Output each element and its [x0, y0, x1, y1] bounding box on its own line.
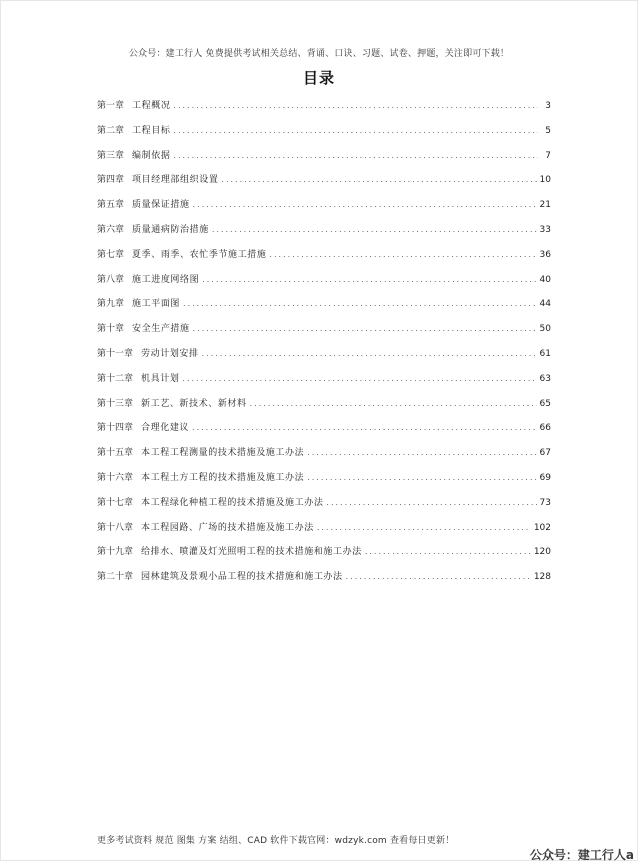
dot-leader [173, 98, 538, 114]
toc-chapter-label: 第四章 [97, 175, 125, 186]
toc-chapter-name: 质量保证措施 [132, 200, 190, 211]
toc-page-number: 36 [539, 249, 551, 260]
toc-entry[interactable] [97, 272, 551, 297]
toc-chapter-label: 第一章 [97, 101, 125, 111]
toc-page-number: 50 [539, 324, 551, 335]
toc-entry[interactable] [97, 520, 551, 545]
dot-leader [365, 544, 531, 560]
toc-chapter-name: 施工进度网络图 [132, 274, 200, 285]
toc-chapter-name: 合理化建议 [141, 423, 190, 434]
toc-page-number: 69 [539, 472, 551, 483]
dot-leader [202, 272, 536, 288]
toc-entry[interactable] [97, 544, 551, 569]
toc-chapter-label: 第五章 [97, 200, 125, 211]
toc-chapter-name: 本工程绿化种植工程的技术措施及施工办法 [141, 497, 324, 508]
toc-entry[interactable] [97, 296, 551, 321]
toc-entry[interactable] [97, 371, 551, 396]
dot-leader [346, 569, 531, 585]
toc-chapter-name: 本工程工程测量的技术措施及施工办法 [141, 448, 305, 459]
dot-leader [221, 172, 536, 188]
toc-chapter-name: 夏季、雨季、农忙季节施工措施 [132, 249, 267, 260]
toc-entry[interactable] [97, 98, 551, 123]
dot-leader [182, 371, 536, 387]
toc-chapter-label: 第十三章 [97, 398, 134, 409]
toc-chapter-label: 第十六章 [97, 472, 134, 483]
toc-page-number: 61 [539, 348, 551, 359]
toc-page-number: 66 [539, 423, 551, 434]
toc-chapter-name: 项目经理部组织设置 [132, 175, 219, 186]
toc-entry[interactable] [97, 321, 551, 346]
toc-chapter-name: 工程目标 [132, 125, 171, 136]
toc-chapter-name: 机具计划 [141, 373, 180, 384]
toc-chapter-label: 第十九章 [97, 547, 134, 558]
toc-page-number: 67 [539, 448, 551, 459]
dot-leader [326, 495, 536, 511]
toc-chapter-label: 第二十章 [97, 572, 134, 583]
dot-leader [269, 247, 536, 263]
toc-entry[interactable] [97, 445, 551, 470]
header-note: 公众号：建工行人 免费提供考试相关总结、背诵、口诀、习题、试卷、押题，关注即可下载！ [128, 49, 510, 59]
toc-page-number: 128 [533, 572, 551, 583]
dot-leader [192, 420, 537, 436]
toc-chapter-name: 园林建筑及景观小品工程的技术措施和施工办法 [141, 572, 343, 583]
toc-entry[interactable] [97, 123, 551, 148]
dot-leader [212, 222, 537, 238]
toc-chapter-label: 第七章 [97, 249, 125, 260]
toc-page-number: 44 [539, 299, 551, 310]
toc-entry[interactable] [97, 197, 551, 222]
toc-page-number: 5 [545, 125, 551, 136]
dot-leader [173, 123, 538, 139]
dot-leader [193, 321, 537, 337]
toc-chapter-label: 第十一章 [97, 348, 134, 359]
toc-entry[interactable] [97, 148, 551, 173]
table-of-contents [97, 98, 551, 594]
toc-entry[interactable] [97, 470, 551, 495]
toc-chapter-label: 第十章 [97, 324, 125, 335]
toc-page-number: 73 [539, 497, 551, 508]
toc-chapter-label: 第十五章 [97, 448, 134, 459]
toc-entry[interactable] [97, 346, 551, 371]
toc-page-number: 33 [539, 224, 551, 235]
toc-chapter-name: 本工程园路、广场的技术措施及施工办法 [141, 522, 314, 533]
dot-leader [250, 396, 537, 412]
toc-page-number: 63 [539, 373, 551, 384]
dot-leader [202, 346, 537, 362]
toc-entry[interactable] [97, 247, 551, 272]
toc-entry[interactable] [97, 569, 551, 594]
toc-page-number: 120 [533, 547, 551, 558]
toc-chapter-name: 质量通病防治措施 [132, 224, 209, 235]
dot-leader [317, 520, 531, 536]
toc-chapter-label: 第十八章 [97, 522, 134, 533]
toc-chapter-name: 本工程土方工程的技术措施及施工办法 [141, 472, 305, 483]
dot-leader [307, 445, 536, 461]
dot-leader [183, 296, 537, 312]
toc-chapter-label: 第十四章 [97, 423, 134, 434]
toc-title: 目录 [302, 69, 335, 87]
toc-entry[interactable] [97, 172, 551, 197]
toc-chapter-name: 安全生产措施 [132, 324, 190, 335]
toc-entry[interactable] [97, 222, 551, 247]
toc-chapter-name: 编制依据 [132, 150, 171, 161]
toc-chapter-name: 给排水、喷灌及灯光照明工程的技术措施和施工办法 [141, 547, 362, 558]
toc-page-number: 102 [533, 522, 551, 533]
toc-page-number: 7 [545, 150, 551, 161]
toc-chapter-label: 第十七章 [97, 497, 134, 508]
toc-entry[interactable] [97, 396, 551, 421]
toc-chapter-label: 第九章 [97, 299, 125, 310]
toc-page-number: 10 [539, 175, 551, 186]
footer-note: 更多考试资料 规范 图集 方案 结组、CAD 软件下载官网：wdzyk.com 查看每日更新！ [97, 836, 455, 846]
toc-entry[interactable] [97, 495, 551, 520]
dot-leader [173, 148, 538, 164]
toc-chapter-name: 新工艺、新技术、新材料 [141, 398, 247, 409]
toc-chapter-label: 第十二章 [97, 373, 134, 384]
toc-page-number: 40 [539, 274, 551, 285]
dot-leader [307, 470, 536, 486]
toc-chapter-label: 第八章 [97, 274, 125, 285]
dot-leader [193, 197, 537, 213]
toc-chapter-name: 施工平面图 [132, 299, 181, 310]
toc-chapter-name: 工程概况 [132, 101, 171, 111]
toc-entry[interactable] [97, 420, 551, 445]
toc-page-number: 3 [545, 101, 551, 111]
toc-chapter-label: 第三章 [97, 150, 125, 161]
toc-chapter-name: 劳动计划安排 [141, 348, 199, 359]
toc-page-number: 65 [539, 398, 551, 409]
toc-chapter-label: 第六章 [97, 224, 125, 235]
toc-page-number: 21 [539, 200, 551, 211]
toc-chapter-label: 第二章 [97, 125, 125, 136]
watermark-text: 公众号：建工行人a [529, 848, 634, 862]
